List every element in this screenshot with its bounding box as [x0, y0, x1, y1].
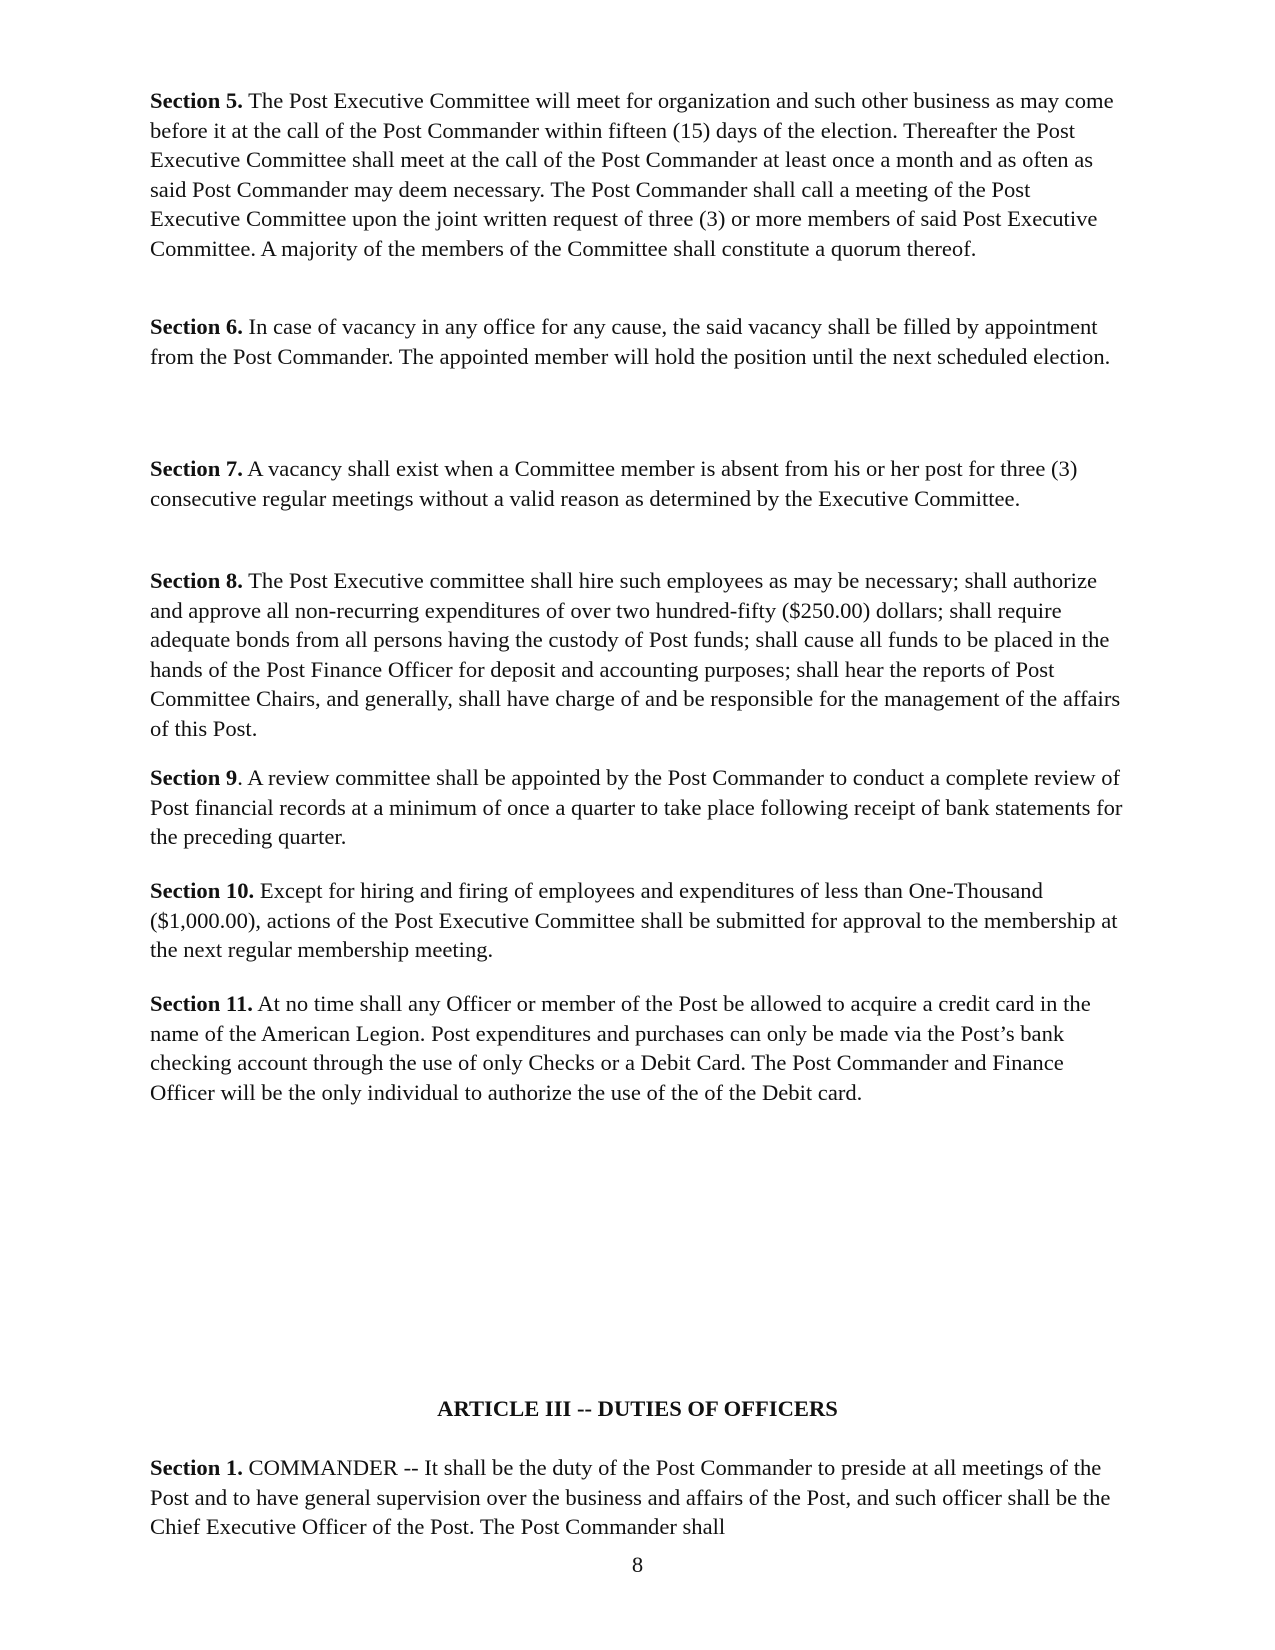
- page-number: 8: [631, 1552, 644, 1577]
- section-5-text: The Post Executive Committee will meet for organization and such other business as may come before it at the call of the Post Commander within fifteen (15) days of the election. Thereafter the Post Executive Committee shall meet at the call of the Post Commander at least once a month and as often as said Post Commander may deem necessary. The Post Commander shall call a meeting of the Post Executive Committee upon the joint written request of three (3) or more members of said Post Executive Committee. A majority of the members of the Committee shall constitute a quorum thereof.: [150, 88, 1114, 261]
- section-9-text: . A review committee shall be appointed by the Post Commander to conduct a complete review of Post financial records at a minimum of once a quarter to take place following receipt of bank statements for the preceding quarter.: [150, 765, 1123, 850]
- section-6-text: In case of vacancy in any office for any cause, the said vacancy shall be filled by appointment from the Post Commander. The appointed member will hold the position until the next scheduled election.: [150, 314, 1111, 369]
- article-section-1-label: Section 1.: [150, 1455, 243, 1480]
- section-9-paragraph: [150, 763, 1125, 852]
- section-10-label: Section 10.: [150, 878, 255, 903]
- article-heading: ARTICLE III -- DUTIES OF OFFICERS: [437, 1396, 838, 1421]
- section-11-paragraph: [150, 989, 1125, 1107]
- section-8-text: The Post Executive committee shall hire such employees as may be necessary; shall authorize and approve all non-recurring expenditures of over two hundred-fifty ($250.00) dollars; shall require adequate bonds from all persons having the custody of Post funds; shall cause all funds to be placed in the hands of the Post Finance Officer for deposit and accounting purposes; shall hear the reports of Post Committee Chairs, and generally, shall have charge of and be responsible for the management of the affairs of this Post.: [150, 568, 1121, 741]
- section-8-paragraph: [150, 566, 1125, 744]
- section-5-label: Section 5.: [150, 88, 243, 113]
- section-6-label: Section 6.: [150, 314, 243, 339]
- section-9-label: Section 9: [150, 765, 238, 790]
- section-10-text: Except for hiring and firing of employees and expenditures of less than One-Thousand ($1,000.00), actions of the Post Executive Committee shall be submitted for approval to the membership at the next regular membership meeting.: [150, 878, 1118, 963]
- section-11-label: Section 11.: [150, 991, 253, 1016]
- section-5-paragraph: [150, 86, 1125, 264]
- article-section-1-text: COMMANDER -- It shall be the duty of the Post Commander to preside at all meetings of the Post and to have general supervision over the business and affairs of the Post, and such officer shall be the Chief Executive Officer of the Post. The Post Commander shall: [150, 1455, 1111, 1540]
- section-7-label: Section 7.: [150, 456, 243, 481]
- section-6-paragraph: [150, 312, 1125, 371]
- section-7-text: A vacancy shall exist when a Committee member is absent from his or her post for three (3) consecutive regular meetings without a valid reason as determined by the Executive Committee.: [150, 456, 1078, 511]
- section-10-paragraph: [150, 876, 1125, 965]
- section-8-label: Section 8.: [150, 568, 243, 593]
- article-section-1-paragraph: [150, 1453, 1125, 1542]
- section-7-paragraph: [150, 454, 1125, 513]
- section-11-text: At no time shall any Officer or member of the Post be allowed to acquire a credit card in the name of the American Legion. Post expenditures and purchases can only be made via the Post’s bank checking account through the use of only Checks or a Debit Card. The Post Commander and Finance Officer will be the only individual to authorize the use of the of the Debit card.: [150, 991, 1091, 1105]
